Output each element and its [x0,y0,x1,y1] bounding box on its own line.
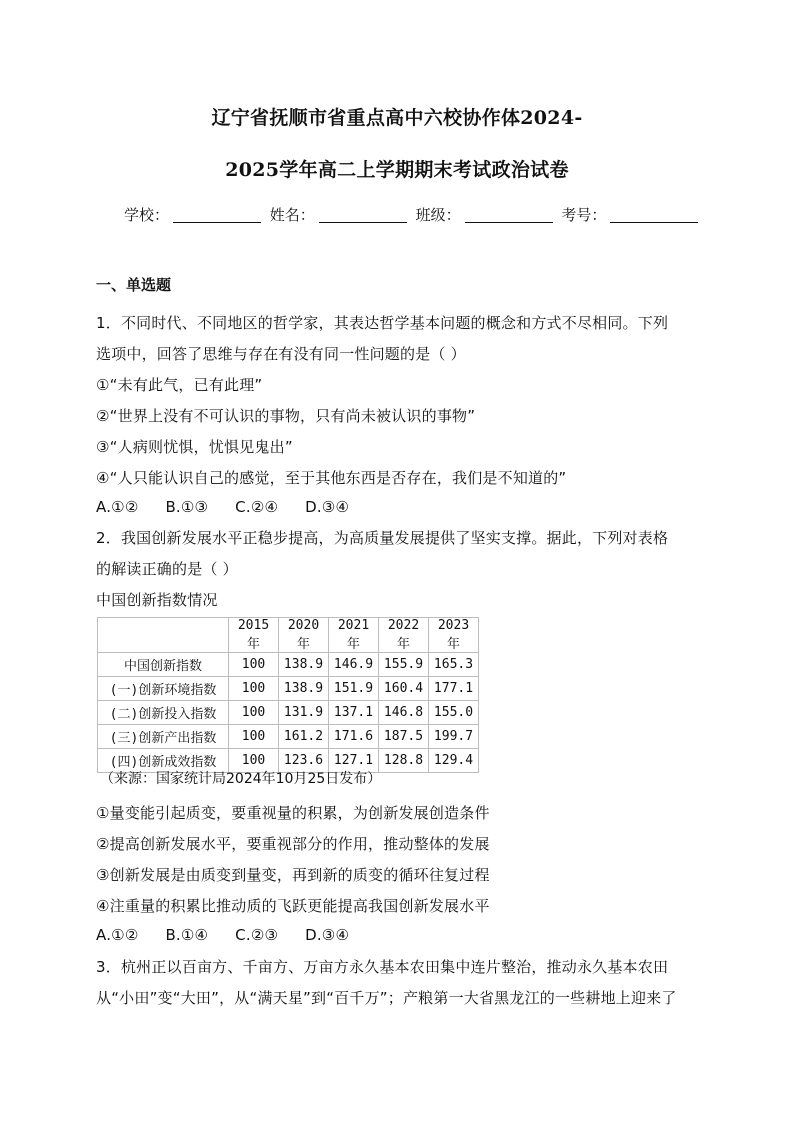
table-cell: 161.2 [279,725,329,749]
table-row [98,701,479,725]
q1-option-d[interactable]: D.③④ [305,498,350,516]
table-cell: 100 [229,725,279,749]
q1-option-b[interactable]: B.①③ [165,498,209,516]
table-source-note: （来源：国家统计局2024年10月25日发布） [100,771,382,787]
table-row [98,653,479,677]
q2-item-2: ②提高创新发展水平，要重视部分的作用，推动整体的发展 [96,835,490,853]
table-row [98,725,479,749]
table-cell: 155.9 [379,653,429,677]
table-cell: 137.1 [329,701,379,725]
table-cell: 127.1 [329,749,379,773]
innovation-index-table [97,617,479,773]
table-cell: 100 [229,749,279,773]
q2-option-d[interactable]: D.③④ [305,926,350,944]
q1-stem-line-1: 1．不同时代、不同地区的哲学家，其表达哲学基本问题的概念和方式不尽相同。下列 [96,314,669,332]
table-cell: (二)创新投入指数 [98,701,229,725]
table-cell: 123.6 [279,749,329,773]
q2-item-4: ④注重量的积累比推动质的飞跃更能提高我国创新发展水平 [96,897,490,915]
q2-option-a[interactable]: A.①② [96,926,139,944]
q2-item-3: ③创新发展是由质变到量变，再到新的质变的循环往复过程 [96,866,490,884]
table-cell: 100 [229,701,279,725]
q1-option-a[interactable]: A.①② [96,498,139,516]
class-blank[interactable] [465,208,553,223]
table-cell: (一)创新环境指数 [98,677,229,701]
table-header-cell: 2021年 [329,618,379,653]
number-blank[interactable] [610,208,698,223]
table-cell: 187.5 [379,725,429,749]
q2-options [96,926,371,944]
name-field [270,204,407,225]
table-header-cell: 2015年 [229,618,279,653]
q2-option-b[interactable]: B.①④ [165,926,209,944]
student-info-row [124,204,702,225]
q1-item-1: ①“未有此气，已有此理” [96,376,263,394]
name-blank[interactable] [319,208,407,223]
table-cell: (三)创新产出指数 [98,725,229,749]
table-header-cell: 2020年 [279,618,329,653]
table-cell: 199.7 [429,725,479,749]
table-cell: 165.3 [429,653,479,677]
table-cell: 171.6 [329,725,379,749]
table-cell: 100 [229,653,279,677]
table-cell: 138.9 [279,677,329,701]
school-blank[interactable] [173,208,261,223]
exam-title-line-2: 2025学年高二上学期期末考试政治试卷 [225,159,569,181]
table-header-cell: 2022年 [379,618,429,653]
q3-stem-line-2: 从“小田”变“大田”，从“满天星”到“百千万”；产粮第一大省黑龙江的一些耕地上迎来了 [96,989,677,1007]
school-label: 学校： [124,206,170,224]
q2-item-1: ①量变能引起质变，要重视量的积累，为创新发展创造条件 [96,804,490,822]
section-title: 一、单选题 [96,276,172,294]
q1-option-c[interactable]: C.②④ [235,498,279,516]
class-field [416,204,553,225]
name-label: 姓名： [269,206,315,224]
q1-item-2: ②“世界上没有不可认识的事物，只有尚未被认识的事物” [96,407,476,425]
table-cell: 中国创新指数 [98,653,229,677]
table-cell: 151.9 [329,677,379,701]
table-cell: 100 [229,677,279,701]
table-cell: (四)创新成效指数 [98,749,229,773]
number-label: 考号： [561,206,607,224]
q2-stem-line-2: 的解读正确的是（ ） [96,560,238,578]
table-header-cell [98,618,229,653]
table-cell: 131.9 [279,701,329,725]
table-cell: 160.4 [379,677,429,701]
table-cell: 129.4 [429,749,479,773]
table-cell: 146.9 [329,653,379,677]
table-cell: 138.9 [279,653,329,677]
table-cell: 146.8 [379,701,429,725]
q1-stem-line-2: 选项中，回答了思维与存在有没有同一性问题的是（ ） [96,345,466,363]
q2-option-c[interactable]: C.②③ [235,926,279,944]
q2-stem-line-1: 2．我国创新发展水平正稳步提高，为高质量发展提供了坚实支撑。据此，下列对表格 [96,529,669,547]
q1-item-3: ③“人病则忧惧，忧惧见鬼出” [96,438,293,456]
table-cell: 128.8 [379,749,429,773]
number-field [561,204,698,225]
table-row [98,677,479,701]
q1-item-4: ④“人只能认识自己的感觉，至于其他东西是否存在，我们是不知道的” [96,469,567,487]
table-header-row [98,618,479,653]
school-field [124,204,261,225]
q3-stem-line-1: 3．杭州正以百亩方、千亩方、万亩方永久基本农田集中连片整治，推动永久基本农田 [96,958,669,976]
q1-options [96,498,371,516]
table-header-cell: 2023年 [429,618,479,653]
class-label: 班级： [415,206,461,224]
table-cell: 177.1 [429,677,479,701]
exam-title-line-1: 辽宁省抚顺市省重点高中六校协作体2024- [211,107,583,129]
table-cell: 155.0 [429,701,479,725]
q2-table-title: 中国创新指数情况 [96,591,218,609]
